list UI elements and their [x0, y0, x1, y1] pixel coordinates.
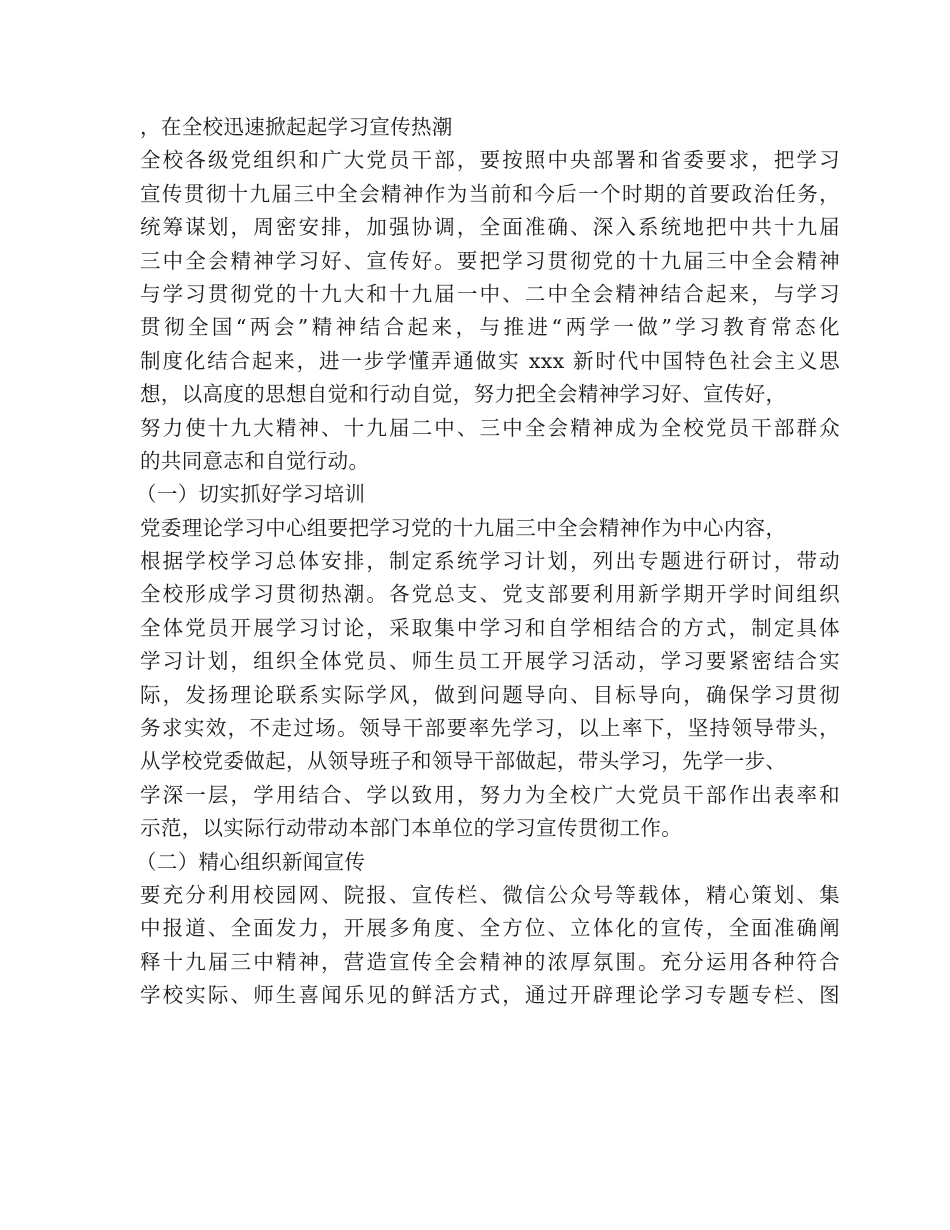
- text-line: 努力使十九大精神、十九届二中、三中全会精神成为全校党员干部群众: [140, 415, 840, 440]
- text-line: 学校实际、师生喜闻乐见的鲜活方式，通过开辟理论学习专题专栏、图: [140, 983, 840, 1008]
- text-line: 示范，以实际行动带动本部门本单位的学习宣传贯彻工作。: [140, 816, 683, 841]
- text-line: 想，以高度的思想自觉和行动自觉，努力把全会精神学习好、宣传好，: [140, 382, 787, 407]
- text-line: 全体党员开展学习讨论，采取集中学习和自学相结合的方式，制定具体: [140, 615, 840, 640]
- text-line: 宣传贯彻十九届三中全会精神作为当前和今后一个时期的首要政治任务，: [140, 181, 840, 206]
- text-line: 制度化结合起来，进一步学懂弄通做实 xxx 新时代中国特色社会主义思: [140, 348, 840, 373]
- document-body: [136, 111, 840, 1013]
- text-line: 贯彻全国“两会”精神结合起来，与推进“两学一做”学习教育常态化: [140, 315, 840, 340]
- text-line: 要充分利用校园网、院报、宣传栏、微信公众号等载体，精心策划、集: [140, 882, 840, 907]
- text-line: 全校形成学习贯彻热潮。各党总支、党支部要利用新学期开学时间组织: [140, 582, 840, 607]
- text-line: 统筹谋划，周密安排，加强协调，全面准确、深入系统地把中共十九届: [140, 215, 840, 240]
- section-heading: （一）切实抓好学习培训: [136, 482, 366, 507]
- text-line: 中报道、全面发力，开展多角度、全方位、立体化的宣传，全面准确阐: [140, 916, 840, 941]
- text-line: 务求实效，不走过场。领导干部要率先学习，以上率下，坚持领导带头，: [140, 716, 840, 741]
- text-line: 三中全会精神学习好、宣传好。要把学习贯彻党的十九届三中全会精神: [140, 248, 840, 273]
- text-line: 根据学校学习总体安排，制定系统学习计划，列出专题进行研讨，带动: [140, 549, 840, 574]
- section-heading: （二）精心组织新闻宣传: [136, 849, 366, 874]
- text-line: 党委理论学习中心组要把学习党的十九届三中全会精神作为中心内容，: [140, 515, 787, 540]
- text-line: 从学校党委做起，从领导班子和领导干部做起，带头学习，先学一步、: [140, 749, 787, 774]
- text-line: 际，发扬理论联系实际学风，做到问题导向、目标导向，确保学习贯彻: [140, 682, 840, 707]
- text-line: 与学习贯彻党的十九大和十九届一中、二中全会精神结合起来，与学习: [140, 281, 840, 306]
- text-line: 学深一层，学用结合、学以致用，努力为全校广大党员干部作出表率和: [140, 782, 840, 807]
- text-line: 的共同意志和自觉行动。: [140, 448, 370, 473]
- text-line: 全校各级党组织和广大党员干部，要按照中央部署和省委要求，把学习: [140, 148, 840, 173]
- text-line: ，在全校迅速掀起起学习宣传热潮: [140, 115, 453, 139]
- text-line: 学习计划，组织全体党员、师生员工开展学习活动，学习要紧密结合实: [140, 649, 840, 674]
- text-line: 释十九届三中精神，营造宣传全会精神的浓厚氛围。充分运用各种符合: [140, 949, 840, 974]
